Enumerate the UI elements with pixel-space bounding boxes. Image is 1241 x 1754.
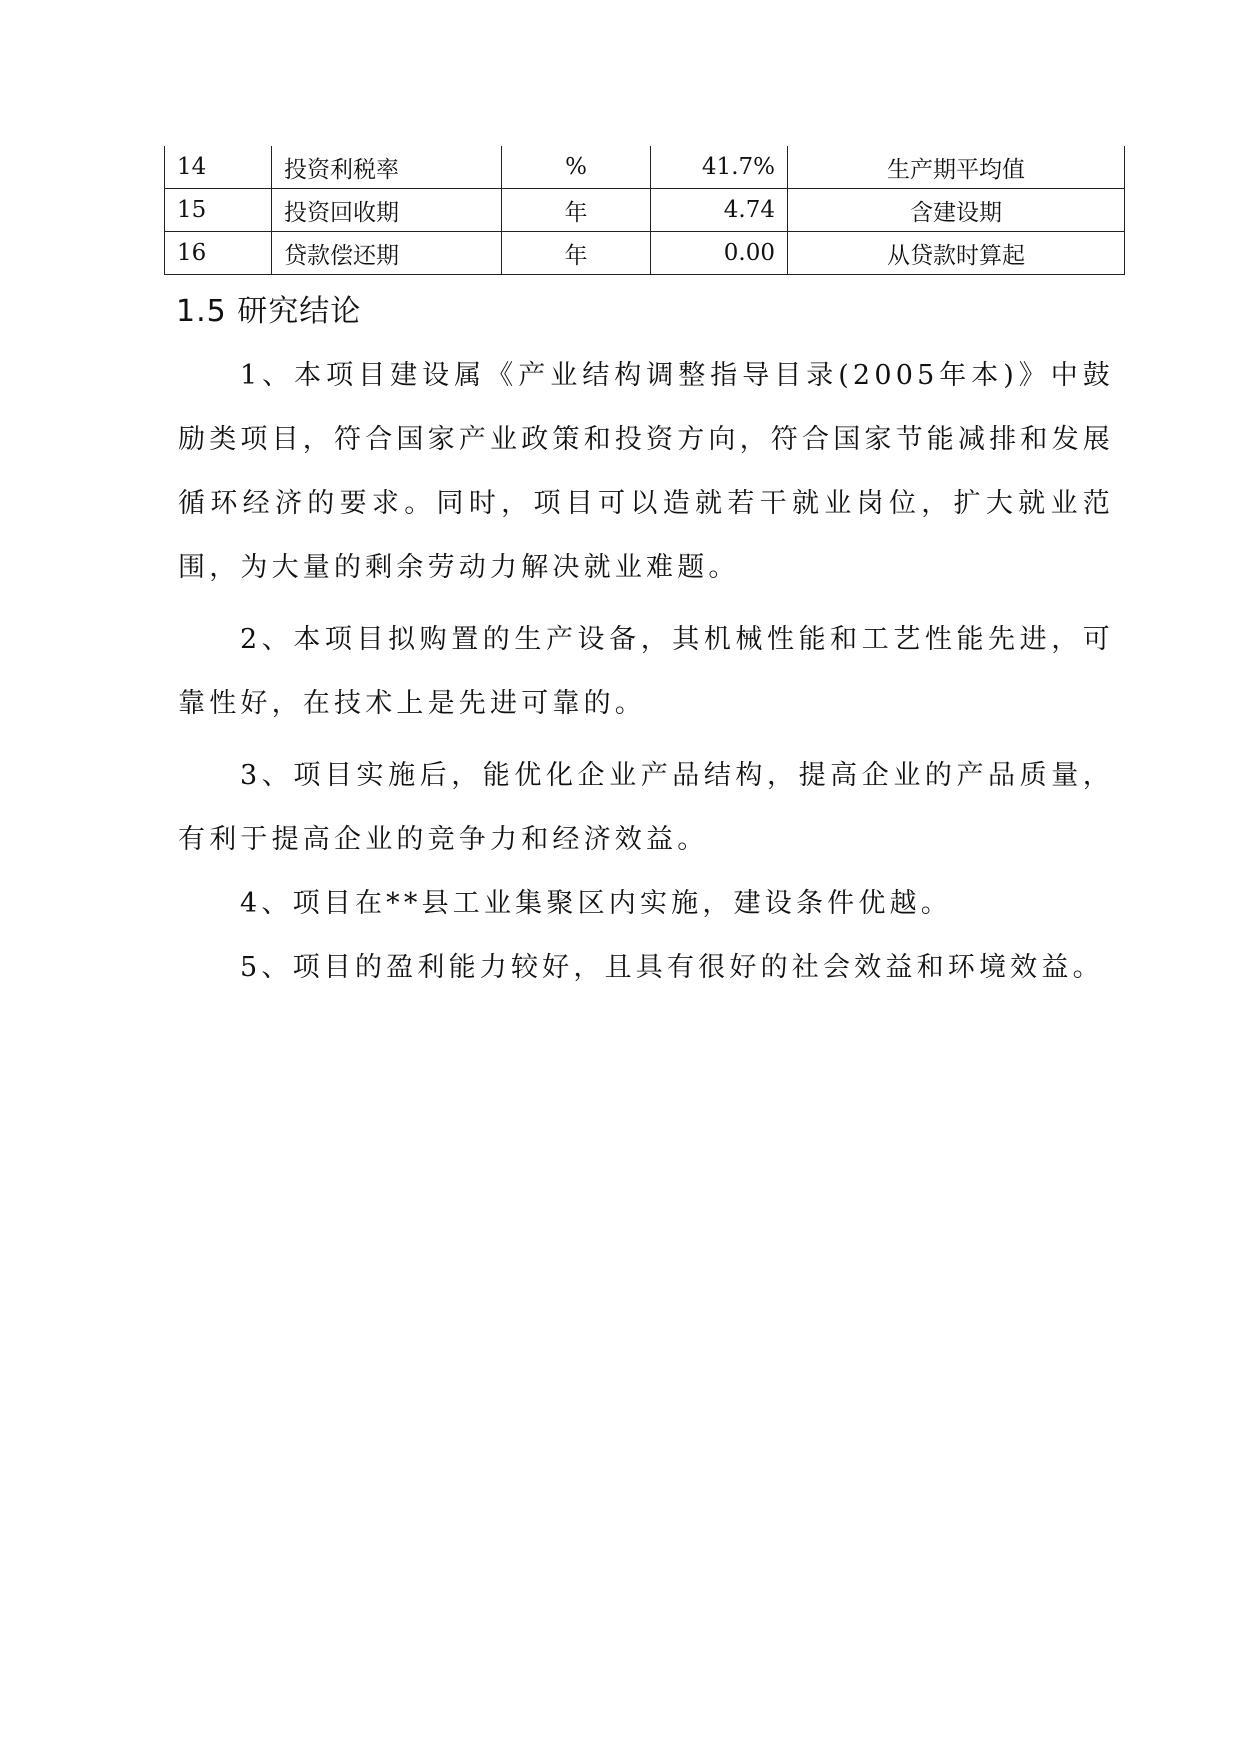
table-row bbox=[165, 232, 1125, 275]
financial-indicators-table bbox=[164, 146, 1125, 275]
section-heading: 1.5 研究结论 bbox=[176, 294, 362, 329]
table-row bbox=[165, 189, 1125, 232]
value-cell: 0.00 bbox=[651, 232, 788, 275]
note-cell: 生产期平均值 bbox=[788, 146, 1125, 189]
table-row bbox=[165, 146, 1125, 189]
note-cell: 含建设期 bbox=[788, 189, 1125, 232]
indicator-name: 投资回收期 bbox=[272, 189, 502, 232]
unit-cell: 年 bbox=[502, 232, 651, 275]
section-body bbox=[178, 344, 1114, 1000]
value-cell: 41.7% bbox=[651, 146, 788, 189]
indicator-name: 投资利税率 bbox=[272, 146, 502, 189]
conclusion-paragraph: 2、本项目拟购置的生产设备，其机械性能和工艺性能先进，可靠性好，在技术上是先进可靠的。 bbox=[178, 624, 1114, 719]
row-number: 15 bbox=[165, 189, 272, 232]
row-number: 16 bbox=[165, 232, 272, 275]
conclusion-paragraph: 4、项目在**县工业集聚区内实施，建设条件优越。 bbox=[240, 888, 952, 919]
row-number: 14 bbox=[165, 146, 272, 189]
note-cell: 从贷款时算起 bbox=[788, 232, 1125, 275]
unit-cell: 年 bbox=[502, 189, 651, 232]
unit-cell: % bbox=[502, 146, 651, 189]
indicator-name: 贷款偿还期 bbox=[272, 232, 502, 275]
conclusion-paragraph: 3、项目实施后，能优化企业产品结构，提高企业的产品质量，有利于提高企业的竞争力和经济效益。 bbox=[178, 760, 1114, 855]
conclusion-paragraph: 1、本项目建设属《产业结构调整指导目录(2005年本)》中鼓励类项目，符合国家产业政策和投资方向，符合国家节能减排和发展循环经济的要求。同时，项目可以造就若干就业岗位，扩大就业范围，为大量的剩余劳动力解决就业难题。 bbox=[178, 360, 1114, 583]
value-cell: 4.74 bbox=[651, 189, 788, 232]
conclusion-paragraph: 5、项目的盈利能力较好，且具有很好的社会效益和环境效益。 bbox=[240, 952, 1104, 983]
